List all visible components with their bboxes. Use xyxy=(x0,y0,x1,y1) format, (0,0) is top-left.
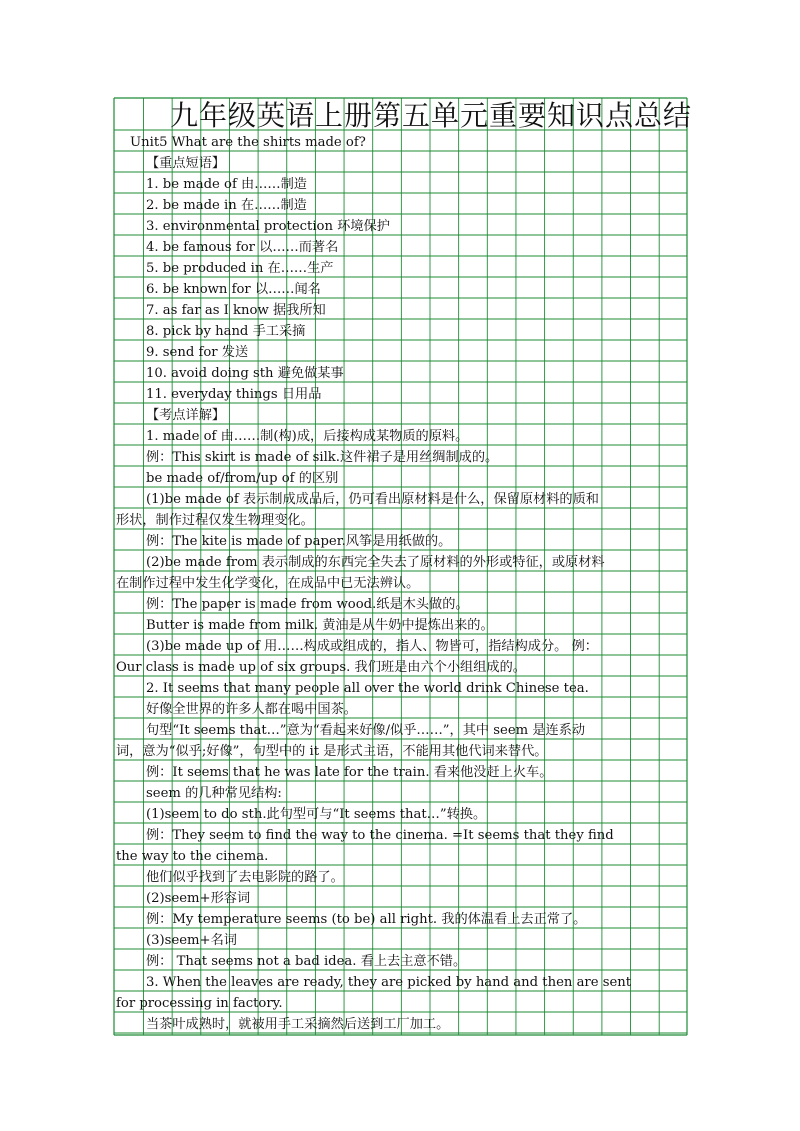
text-line: 1. made of 由……制(构)成，后接构成某物质的原料。 xyxy=(146,429,469,444)
text-line: seem 的几种常见结构: xyxy=(146,786,282,801)
page-title: 九年级英语上册第五单元重要知识点总结 xyxy=(170,99,693,132)
text-line: 9. send for 发送 xyxy=(146,345,249,360)
text-line: 2. be made in 在……制造 xyxy=(146,198,307,213)
text-line: 在制作过程中发生化学变化，在成品中已无法辨认。 xyxy=(116,576,420,591)
text-line: 1. be made of 由……制造 xyxy=(146,177,307,192)
text-line: Our class is made up of six groups. 我们班是由六个小组组成的。 xyxy=(116,660,526,675)
text-line: 例：This skirt is made of silk.这件裙子是用丝绸制成的。 xyxy=(146,450,499,465)
text-line: be made of/from/up of 的区别 xyxy=(146,471,339,486)
text-line: Butter is made from milk. 黄油是从牛奶中提炼出来的。 xyxy=(146,618,494,633)
text-line: 4. be famous for 以……而著名 xyxy=(146,240,339,255)
text-line: 3. When the leaves are ready, they are picked by hand and then are sent xyxy=(146,975,632,990)
text-line: 11. everyday things 日用品 xyxy=(146,387,322,402)
text-line: (3)seem+名词 xyxy=(146,933,237,948)
text-line: 10. avoid doing sth 避免做某事 xyxy=(146,366,344,381)
text-line: 词，意为“似乎;好像”，句型中的 it 是形式主语，不能用其他代词来替代。 xyxy=(116,744,548,759)
text-line: 例：The paper is made from wood.纸是木头做的。 xyxy=(146,597,469,612)
text-line: 例：They seem to find the way to the cinema. =It seems that they find xyxy=(146,828,614,843)
text-line: (1)seem to do sth.此句型可与“It seems that…”转换。 xyxy=(146,807,487,822)
text-line: the way to the cinema. xyxy=(116,849,269,864)
text-line: 6. be known for 以……闻名 xyxy=(146,282,321,297)
text-line: 好像全世界的许多人都在喝中国茶。 xyxy=(146,702,357,717)
text-line: 例：It seems that he was late for the train. 看来他没赶上火车。 xyxy=(146,765,553,780)
text-line: (3)be made up of 用……构成或组成的，指人、物皆可，指结构成分。 例： xyxy=(146,639,598,654)
text-line: for processing in factory. xyxy=(116,996,283,1011)
text-line: (2)be made from 表示制成的东西完全失去了原材料的外形或特征，或原材料 xyxy=(146,555,605,570)
text-line: 例：The kite is made of paper.风筝是用纸做的。 xyxy=(146,534,452,549)
text-line: 例： That seems not a bad idea. 看上去主意不错。 xyxy=(146,954,467,969)
text-line: 形状，制作过程仅发生物理变化。 xyxy=(116,513,314,528)
text-line: 3. environmental protection 环境保护 xyxy=(146,219,390,234)
text-line: 8. pick by hand 手工采摘 xyxy=(146,324,306,339)
text-line: (1)be made of 表示制成成品后，仍可看出原材料是什么，保留原材料的质和 xyxy=(146,492,599,507)
text-line: 【考点详解】 xyxy=(146,408,226,423)
text-line: 句型“It seems that…”意为“看起来好像/似乎……”，其中 seem 是连系动 xyxy=(146,723,586,738)
text-line: 例：My temperature seems (to be) all right. 我的体温看上去正常了。 xyxy=(146,912,587,927)
text-line: Unit5 What are the shirts made of? xyxy=(130,135,366,150)
text-line: 当茶叶成熟时，就被用手工采摘然后送到工厂加工。 xyxy=(146,1017,450,1032)
text-line: 7. as far as I know 据我所知 xyxy=(146,303,326,318)
text-line: 他们似乎找到了去电影院的路了。 xyxy=(146,870,344,885)
text-line: (2)seem+形容词 xyxy=(146,891,251,906)
text-line: 2. It seems that many people all over the world drink Chinese tea. xyxy=(146,681,589,696)
text-line: 【重点短语】 xyxy=(146,156,226,171)
text-line: 5. be produced in 在……生产 xyxy=(146,261,334,276)
